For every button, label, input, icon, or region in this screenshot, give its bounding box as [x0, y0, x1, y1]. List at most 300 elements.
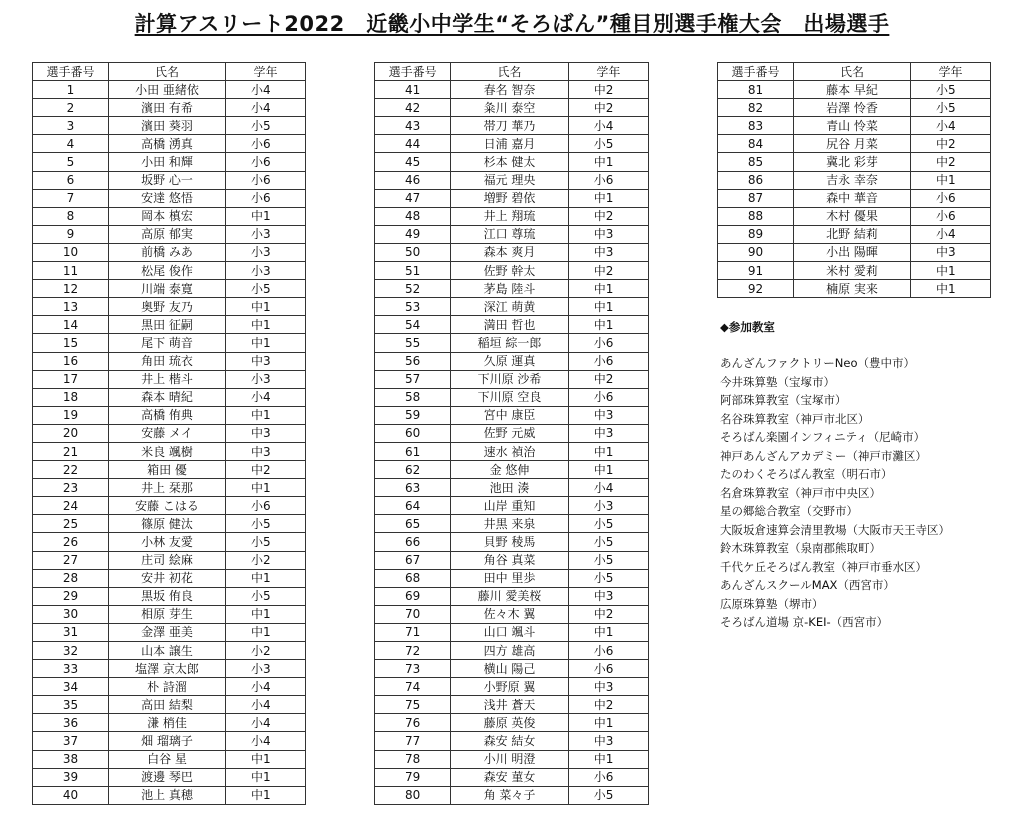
- table-row: [33, 225, 306, 243]
- player-grade: 小2: [226, 551, 306, 569]
- player-name: 森本 爽月: [451, 243, 568, 261]
- player-grade: 中1: [226, 786, 306, 804]
- table-row: [375, 135, 649, 153]
- player-name: 安達 悠悟: [109, 189, 226, 207]
- table-row: [33, 660, 306, 678]
- player-name: 茅島 陸斗: [451, 280, 568, 298]
- player-name: 尾下 萌音: [109, 334, 226, 352]
- player-name: 小田 和輝: [109, 153, 226, 171]
- player-grade: 小3: [226, 243, 306, 261]
- player-grade: 小3: [226, 225, 306, 243]
- player-name: 朴 詩溜: [109, 678, 226, 696]
- table-row: [33, 352, 306, 370]
- player-number: 55: [375, 334, 451, 352]
- school-item: 名谷珠算教室（神戸市北区）: [720, 411, 870, 426]
- player-grade: 小6: [226, 153, 306, 171]
- table-row: [375, 99, 649, 117]
- table-row: [718, 262, 991, 280]
- player-grade: 小6: [226, 497, 306, 515]
- player-number: 56: [375, 352, 451, 370]
- player-number: 79: [375, 768, 451, 786]
- player-grade: 小6: [568, 768, 648, 786]
- table-row: [33, 99, 306, 117]
- player-number: 18: [33, 388, 109, 406]
- table-header-row: [718, 63, 991, 81]
- player-grade: 小6: [568, 642, 648, 660]
- table-row: [33, 135, 306, 153]
- page-title-text: 計算アスリート2022 近畿小中学生“そろばん”種目別選手権大会 出場選手: [134, 12, 890, 36]
- player-grade: 小5: [568, 551, 648, 569]
- player-number: 72: [375, 642, 451, 660]
- player-number: 15: [33, 334, 109, 352]
- player-grade: 中1: [568, 280, 648, 298]
- player-number: 50: [375, 243, 451, 261]
- player-grade: 中1: [568, 714, 648, 732]
- player-name: 田中 里歩: [451, 569, 568, 587]
- player-number: 80: [375, 786, 451, 804]
- school-item: 神戸あんざんアカデミー（神戸市灘区）: [720, 448, 927, 463]
- table-row: [375, 424, 649, 442]
- player-grade: 中1: [568, 298, 648, 316]
- player-grade: 小5: [568, 786, 648, 804]
- table-row: [33, 334, 306, 352]
- player-name: 池田 湊: [451, 479, 568, 497]
- player-name: 青山 怜菜: [794, 117, 911, 135]
- player-number: 49: [375, 225, 451, 243]
- table-row: [375, 714, 649, 732]
- table-row: [33, 533, 306, 551]
- player-grade: 小6: [568, 660, 648, 678]
- table-row: [375, 660, 649, 678]
- player-grade: 中3: [911, 243, 991, 261]
- player-grade: 中1: [568, 461, 648, 479]
- player-grade: 中1: [911, 171, 991, 189]
- player-grade: 中2: [568, 262, 648, 280]
- table-row: [33, 623, 306, 641]
- player-table-2: [374, 62, 649, 805]
- school-item: あんざんファクトリーNeo（豊中市）: [720, 356, 915, 370]
- player-grade: 小4: [911, 117, 991, 135]
- player-name: 岩澤 怜香: [794, 99, 911, 117]
- player-name: 米村 愛莉: [794, 262, 911, 280]
- header-number: 選手番号: [375, 63, 451, 81]
- player-number: 62: [375, 461, 451, 479]
- player-number: 60: [375, 424, 451, 442]
- table-row: [718, 171, 991, 189]
- player-grade: 小3: [226, 660, 306, 678]
- player-grade: 小6: [226, 135, 306, 153]
- player-number: 58: [375, 388, 451, 406]
- player-name: 粂川 泰空: [451, 99, 568, 117]
- table-row: [33, 370, 306, 388]
- table-row: [33, 243, 306, 261]
- player-number: 83: [718, 117, 794, 135]
- player-number: 33: [33, 660, 109, 678]
- player-name: 下川原 沙希: [451, 370, 568, 388]
- player-number: 87: [718, 189, 794, 207]
- player-grade: 小4: [226, 99, 306, 117]
- table-row: [33, 750, 306, 768]
- table-row: [375, 117, 649, 135]
- table-row: [375, 696, 649, 714]
- player-name: 藤川 愛美桜: [451, 587, 568, 605]
- player-grade: 小5: [568, 135, 648, 153]
- player-number: 73: [375, 660, 451, 678]
- player-number: 8: [33, 207, 109, 225]
- player-grade: 小6: [226, 171, 306, 189]
- player-number: 36: [33, 714, 109, 732]
- player-number: 9: [33, 225, 109, 243]
- table-row: [375, 225, 649, 243]
- player-number: 43: [375, 117, 451, 135]
- player-grade: 小4: [226, 732, 306, 750]
- player-name: 角田 琉衣: [109, 352, 226, 370]
- table-row: [375, 406, 649, 424]
- school-item: 鈴木珠算教室（泉南郡熊取町）: [720, 541, 881, 555]
- player-number: 59: [375, 406, 451, 424]
- player-number: 11: [33, 262, 109, 280]
- school-item: 名倉珠算教室（神戸市中央区）: [720, 485, 881, 500]
- player-number: 57: [375, 370, 451, 388]
- school-item: そろばん道場 京-KEI-（西宮市）: [720, 615, 889, 629]
- player-grade: 中1: [568, 442, 648, 460]
- schools-heading: ◆参加教室: [720, 320, 775, 334]
- player-name: 小林 友愛: [109, 533, 226, 551]
- player-name: 藤本 早紀: [794, 81, 911, 99]
- player-number: 35: [33, 696, 109, 714]
- player-number: 30: [33, 605, 109, 623]
- player-number: 41: [375, 81, 451, 99]
- table-row: [33, 768, 306, 786]
- player-number: 67: [375, 551, 451, 569]
- table-row: [375, 605, 649, 623]
- player-grade: 小4: [568, 479, 648, 497]
- player-number: 48: [375, 207, 451, 225]
- player-number: 27: [33, 551, 109, 569]
- player-number: 47: [375, 189, 451, 207]
- player-number: 64: [375, 497, 451, 515]
- table-row: [33, 732, 306, 750]
- player-number: 45: [375, 153, 451, 171]
- player-name: 速水 禎治: [451, 442, 568, 460]
- table-row: [375, 280, 649, 298]
- player-grade: 中1: [568, 750, 648, 768]
- player-grade: 小4: [226, 696, 306, 714]
- player-number: 21: [33, 442, 109, 460]
- player-number: 70: [375, 605, 451, 623]
- player-grade: 小5: [568, 569, 648, 587]
- player-name: 黒坂 侑良: [109, 587, 226, 605]
- table-row: [375, 370, 649, 388]
- header-grade: 学年: [911, 63, 991, 81]
- player-grade: 小4: [226, 678, 306, 696]
- player-name: 満田 哲也: [451, 316, 568, 334]
- player-number: 7: [33, 189, 109, 207]
- player-grade: 小6: [911, 207, 991, 225]
- player-grade: 小6: [911, 189, 991, 207]
- header-number: 選手番号: [33, 63, 109, 81]
- player-number: 68: [375, 569, 451, 587]
- player-name: 楠原 実来: [794, 280, 911, 298]
- table-row: [33, 678, 306, 696]
- player-number: 88: [718, 207, 794, 225]
- player-name: 佐野 幹太: [451, 262, 568, 280]
- player-grade: 中3: [568, 243, 648, 261]
- player-grade: 中2: [568, 696, 648, 714]
- player-number: 77: [375, 732, 451, 750]
- table-row: [375, 207, 649, 225]
- player-grade: 小6: [568, 352, 648, 370]
- player-grade: 中2: [911, 135, 991, 153]
- school-item: 広原珠算塾（堺市）: [720, 596, 824, 611]
- player-name: 坂野 心一: [109, 171, 226, 189]
- player-name: 井黒 来泉: [451, 515, 568, 533]
- table-row: [33, 316, 306, 334]
- player-name: 藤原 英俊: [451, 714, 568, 732]
- player-number: 5: [33, 153, 109, 171]
- player-grade: 中3: [226, 352, 306, 370]
- table-row: [375, 768, 649, 786]
- table-row: [375, 623, 649, 641]
- player-name: 黒田 征嗣: [109, 316, 226, 334]
- player-table-1: [32, 62, 306, 805]
- player-number: 38: [33, 750, 109, 768]
- school-item: 今井珠算塾（宝塚市）: [720, 374, 835, 389]
- table-row: [375, 642, 649, 660]
- player-name: 佐野 元威: [451, 424, 568, 442]
- player-number: 81: [718, 81, 794, 99]
- player-number: 65: [375, 515, 451, 533]
- player-grade: 小3: [568, 497, 648, 515]
- player-grade: 中3: [226, 442, 306, 460]
- player-name: 小野原 翼: [451, 678, 568, 696]
- school-item: たのわくそろばん教室（明石市）: [720, 467, 893, 481]
- table-row: [33, 569, 306, 587]
- player-grade: 中1: [226, 623, 306, 641]
- player-name: 小川 明澄: [451, 750, 568, 768]
- player-number: 46: [375, 171, 451, 189]
- player-name: 山本 譲生: [109, 642, 226, 660]
- player-number: 22: [33, 461, 109, 479]
- table-row: [33, 714, 306, 732]
- player-name: 高田 結梨: [109, 696, 226, 714]
- table-row: [375, 551, 649, 569]
- school-item: 星の郷総合教室（交野市）: [720, 504, 858, 518]
- player-grade: 中1: [226, 298, 306, 316]
- table-row: [718, 81, 991, 99]
- player-name: 貝野 稜馬: [451, 533, 568, 551]
- table-row: [33, 207, 306, 225]
- player-name: 前橋 みあ: [109, 243, 226, 261]
- player-name: 金澤 亜美: [109, 623, 226, 641]
- player-name: 横山 陽己: [451, 660, 568, 678]
- player-name: 春名 智奈: [451, 81, 568, 99]
- school-list: [720, 354, 1020, 632]
- table-row: [375, 497, 649, 515]
- table-row: [375, 533, 649, 551]
- player-grade: 小5: [226, 515, 306, 533]
- player-name: 山口 颯斗: [451, 623, 568, 641]
- player-name: 高原 郁実: [109, 225, 226, 243]
- player-grade: 中2: [568, 99, 648, 117]
- player-grade: 中3: [568, 732, 648, 750]
- player-name: 箱田 優: [109, 461, 226, 479]
- player-name: 小出 陽暉: [794, 243, 911, 261]
- player-number: 19: [33, 406, 109, 424]
- player-name: 溓 梢佳: [109, 714, 226, 732]
- table-row: [33, 81, 306, 99]
- player-name: 安藤 メイ: [109, 424, 226, 442]
- player-number: 53: [375, 298, 451, 316]
- player-grade: 中1: [226, 479, 306, 497]
- table-row: [33, 551, 306, 569]
- player-grade: 中1: [568, 189, 648, 207]
- player-name: 森安 菫女: [451, 768, 568, 786]
- player-name: 池上 真穂: [109, 786, 226, 804]
- table-row: [375, 461, 649, 479]
- player-grade: 小5: [568, 533, 648, 551]
- player-name: 岡本 槙宏: [109, 207, 226, 225]
- player-name: 杉本 健太: [451, 153, 568, 171]
- player-name: 木村 優果: [794, 207, 911, 225]
- table-row: [33, 515, 306, 533]
- table-row: [33, 280, 306, 298]
- player-name: 角 菜々子: [451, 786, 568, 804]
- player-grade: 中1: [226, 406, 306, 424]
- table-row: [375, 786, 649, 804]
- school-item: 阿部珠算教室（宝塚市）: [720, 393, 847, 407]
- player-number: 39: [33, 768, 109, 786]
- player-number: 92: [718, 280, 794, 298]
- participating-schools: [720, 318, 1020, 632]
- player-number: 13: [33, 298, 109, 316]
- player-number: 14: [33, 316, 109, 334]
- player-grade: 小3: [226, 370, 306, 388]
- player-number: 37: [33, 732, 109, 750]
- table-header-row: [33, 63, 306, 81]
- player-grade: 小3: [226, 262, 306, 280]
- player-number: 24: [33, 497, 109, 515]
- table-row: [718, 117, 991, 135]
- player-grade: 中1: [568, 316, 648, 334]
- player-name: 佐々木 翼: [451, 605, 568, 623]
- table-row: [375, 569, 649, 587]
- player-number: 69: [375, 587, 451, 605]
- table-row: [718, 207, 991, 225]
- player-name: 小田 亜緒依: [109, 81, 226, 99]
- player-name: 下川原 空良: [451, 388, 568, 406]
- player-number: 54: [375, 316, 451, 334]
- player-grade: 小6: [568, 388, 648, 406]
- player-name: 相原 芽生: [109, 605, 226, 623]
- player-number: 44: [375, 135, 451, 153]
- school-item: 千代ケ丘そろばん教室（神戸市垂水区）: [720, 559, 927, 574]
- player-grade: 中1: [226, 334, 306, 352]
- header-grade: 学年: [568, 63, 648, 81]
- player-name: 冀北 彩芽: [794, 153, 911, 171]
- player-name: 角谷 真菜: [451, 551, 568, 569]
- player-name: 増野 碧依: [451, 189, 568, 207]
- table-row: [375, 81, 649, 99]
- player-grade: 小5: [911, 99, 991, 117]
- player-number: 28: [33, 569, 109, 587]
- player-number: 25: [33, 515, 109, 533]
- table-row: [33, 461, 306, 479]
- table-row: [33, 262, 306, 280]
- player-number: 23: [33, 479, 109, 497]
- player-grade: 小4: [226, 81, 306, 99]
- school-item: 大阪坂倉速算会清里教場（大阪市天王寺区）: [720, 522, 950, 537]
- player-grade: 中1: [226, 768, 306, 786]
- table-row: [375, 678, 649, 696]
- player-number: 51: [375, 262, 451, 280]
- player-number: 42: [375, 99, 451, 117]
- table-row: [33, 642, 306, 660]
- player-number: 75: [375, 696, 451, 714]
- player-name: 松尾 俊作: [109, 262, 226, 280]
- player-name: 奥野 友乃: [109, 298, 226, 316]
- player-name: 金 悠伸: [451, 461, 568, 479]
- player-number: 63: [375, 479, 451, 497]
- player-number: 40: [33, 786, 109, 804]
- player-name: 四方 雄高: [451, 642, 568, 660]
- player-grade: 中3: [568, 225, 648, 243]
- player-name: 稲垣 綜一郎: [451, 334, 568, 352]
- player-number: 82: [718, 99, 794, 117]
- player-number: 26: [33, 533, 109, 551]
- player-name: 北野 結莉: [794, 225, 911, 243]
- player-number: 91: [718, 262, 794, 280]
- player-grade: 中3: [568, 587, 648, 605]
- table-row: [375, 171, 649, 189]
- player-name: 安藤 こはる: [109, 497, 226, 515]
- player-name: 森中 華音: [794, 189, 911, 207]
- table-row: [33, 189, 306, 207]
- player-number: 52: [375, 280, 451, 298]
- table-row: [33, 406, 306, 424]
- player-name: 畑 瑠璃子: [109, 732, 226, 750]
- player-name: 井上 栞那: [109, 479, 226, 497]
- player-grade: 小5: [226, 280, 306, 298]
- player-grade: 中1: [568, 623, 648, 641]
- player-grade: 中2: [568, 370, 648, 388]
- player-number: 4: [33, 135, 109, 153]
- header-name: 氏名: [451, 63, 568, 81]
- player-name: 井上 楷斗: [109, 370, 226, 388]
- table-row: [375, 352, 649, 370]
- player-number: 29: [33, 587, 109, 605]
- table-row: [375, 243, 649, 261]
- player-name: 濱田 葵羽: [109, 117, 226, 135]
- player-number: 85: [718, 153, 794, 171]
- player-grade: 中2: [568, 81, 648, 99]
- player-number: 84: [718, 135, 794, 153]
- player-number: 66: [375, 533, 451, 551]
- table-row: [33, 497, 306, 515]
- table-row: [375, 262, 649, 280]
- player-name: 森本 晴紀: [109, 388, 226, 406]
- table-row: [33, 388, 306, 406]
- player-number: 20: [33, 424, 109, 442]
- player-name: 深江 萌黄: [451, 298, 568, 316]
- player-name: 高橋 侑典: [109, 406, 226, 424]
- player-grade: 中1: [568, 153, 648, 171]
- player-number: 32: [33, 642, 109, 660]
- table-row: [375, 732, 649, 750]
- player-name: 高橋 湧真: [109, 135, 226, 153]
- player-grade: 中1: [226, 316, 306, 334]
- player-grade: 小2: [226, 642, 306, 660]
